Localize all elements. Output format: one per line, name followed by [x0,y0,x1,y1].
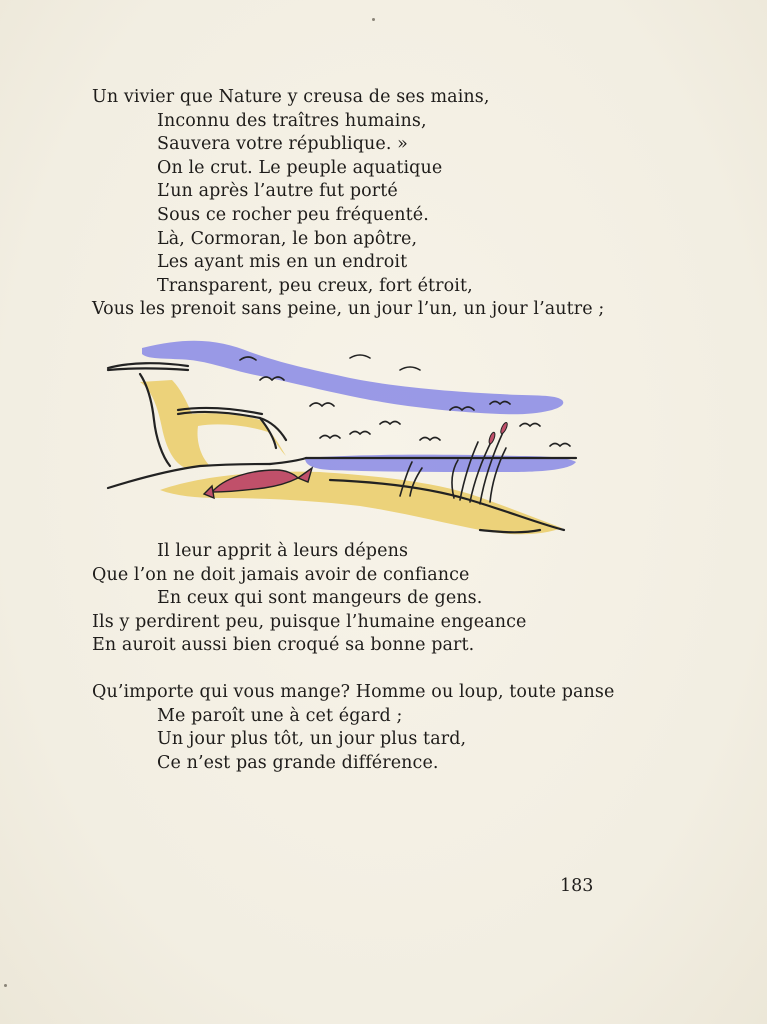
verse-line: Me paroît une à cet égard ; [157,705,403,726]
paper-speck [4,984,7,987]
verse-line: Là, Cormoran, le bon apôtre, [157,228,418,249]
verse-line: Transparent, peu creux, fort étroit, [157,275,473,296]
verse-line: Que l’on ne doit jamais avoir de confiance [92,564,470,585]
paper-speck [372,18,375,21]
stanza-1 [92,86,604,322]
verse-line: L’un après l’autre fut porté [157,181,398,202]
verse-line: Ils y perdirent peu, puisque l’humaine engeance [92,611,527,632]
verse-line: Un vivier que Nature y creusa de ses mains, [92,87,490,107]
verse-line: Sous ce rocher peu fréquenté. [157,204,429,225]
stanza-3 [92,681,614,775]
page-number: 183 [560,876,594,896]
verse-line: Un jour plus tôt, un jour plus tard, [157,729,467,750]
verse-line: Ce n’est pas grande différence. [157,752,439,773]
verse-line: Sauvera votre république. » [157,134,408,155]
verse-line: En ceux qui sont mangeurs de gens. [157,588,483,609]
verse-line: Les ayant mis en un endroit [157,252,408,273]
verse-line: Qu’importe qui vous mange? Homme ou loup, toute panse [92,682,615,702]
verse-line: Il leur apprit à leurs dépens [157,541,409,561]
reed-heads [488,422,509,445]
verse-line: Vous les prenoit sans peine, un jour l’un, un jour l’autre ; [92,299,605,320]
verse-line: On le crut. Le peuple aquatique [157,157,443,178]
coastal-illustration [100,330,590,545]
stanza-2 [92,540,526,658]
verse-line: Inconnu des traîtres humains, [157,110,427,131]
verse-line: En auroit aussi bien croqué sa bonne part. [92,635,475,656]
